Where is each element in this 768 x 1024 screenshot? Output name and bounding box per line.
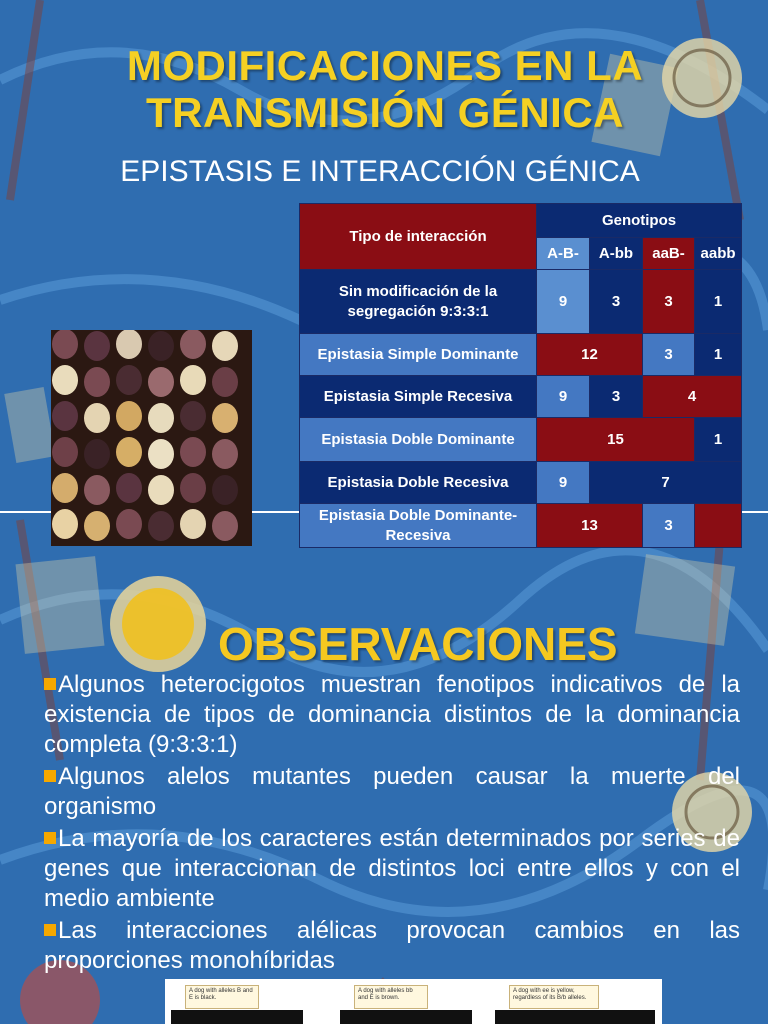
dog-photo: [340, 1010, 472, 1024]
figure-panel: [495, 985, 655, 1024]
table-cell: 4: [643, 376, 742, 418]
figure-note: A dog with alleles bb and E is brown.: [354, 985, 428, 1009]
table-cell: 1: [695, 418, 742, 462]
genotype-header: aaB-: [643, 238, 695, 270]
table-cell: 3: [590, 270, 643, 334]
interaction-table: [299, 203, 742, 548]
table-cell: 9: [537, 270, 590, 334]
table-row: [300, 270, 742, 334]
title-line-2: TRANSMISIÓN GÉNICA: [145, 89, 624, 136]
observations-title: OBSERVACIONES: [218, 618, 618, 670]
table-cell: 3: [590, 376, 643, 418]
row-label: Epistasia Doble Recesiva: [300, 462, 537, 504]
list-item: Las interacciones alélicas provocan cambios en las proporciones monohíbridas: [44, 917, 740, 974]
row-label: Epistasia Simple Recesiva: [300, 376, 537, 418]
row-label: Epistasia Doble Dominante-Recesiva: [300, 504, 537, 548]
figure-note: A dog with ee is yellow, regardless of its B/b alleles.: [509, 985, 599, 1009]
table-row: [300, 462, 742, 504]
header-genotypes: Genotipos: [537, 204, 742, 238]
table-cell: 12: [537, 334, 643, 376]
row-label: Sin modificación de la segregación 9:3:3:1: [300, 270, 537, 334]
genotype-header: A-bb: [590, 238, 643, 270]
dog-genetics-figure: [165, 979, 662, 1024]
dog-photo: [171, 1010, 303, 1024]
list-item: Algunos heterocigotos muestran fenotipos indicativos de la existencia de tipos de dominancia distintos de la dominancia completa (9:3:3:1): [44, 671, 740, 758]
row-label: Epistasia Simple Dominante: [300, 334, 537, 376]
observations-list: [44, 670, 740, 978]
table-cell: 13: [537, 504, 643, 548]
table-row: [300, 418, 742, 462]
dog-photo: [495, 1010, 655, 1024]
table-cell: 3: [643, 334, 695, 376]
table-cell: 9: [537, 462, 590, 504]
genotype-header: aabb: [695, 238, 742, 270]
bullet-square-icon: [44, 770, 56, 782]
slide-observations: [0, 512, 768, 1024]
title-line-1: MODIFICACIONES EN LA: [126, 42, 644, 89]
bullet-square-icon: [44, 678, 56, 690]
figure-panel: [171, 985, 303, 1024]
table-cell: 9: [537, 376, 590, 418]
list-item: La mayoría de los caracteres están determinados por series de genes que interaccionan de distintos loci entre ellos y con el medio ambiente: [44, 825, 740, 912]
genotype-header: A-B-: [537, 238, 590, 270]
table-row: [300, 334, 742, 376]
list-item: Algunos alelos mutantes pueden causar la muerte del organismo: [44, 763, 740, 820]
figure-panel: [340, 985, 472, 1024]
figure-note: A dog with alleles B and E is black.: [185, 985, 259, 1009]
table-cell: 1: [695, 334, 742, 376]
table-cell: 15: [537, 418, 695, 462]
header-interaction-type: Tipo de interacción: [300, 204, 537, 270]
row-label: Epistasia Doble Dominante: [300, 418, 537, 462]
bullet-square-icon: [44, 924, 56, 936]
table-row: [300, 376, 742, 418]
slide-subtitle: EPISTASIS E INTERACCIÓN GÉNICA: [120, 155, 640, 188]
slide-title: [30, 42, 740, 136]
table-cell: 3: [643, 270, 695, 334]
table-cell: 1: [695, 270, 742, 334]
bullet-square-icon: [44, 832, 56, 844]
table-cell: 3: [643, 504, 695, 548]
table-cell: 7: [590, 462, 742, 504]
